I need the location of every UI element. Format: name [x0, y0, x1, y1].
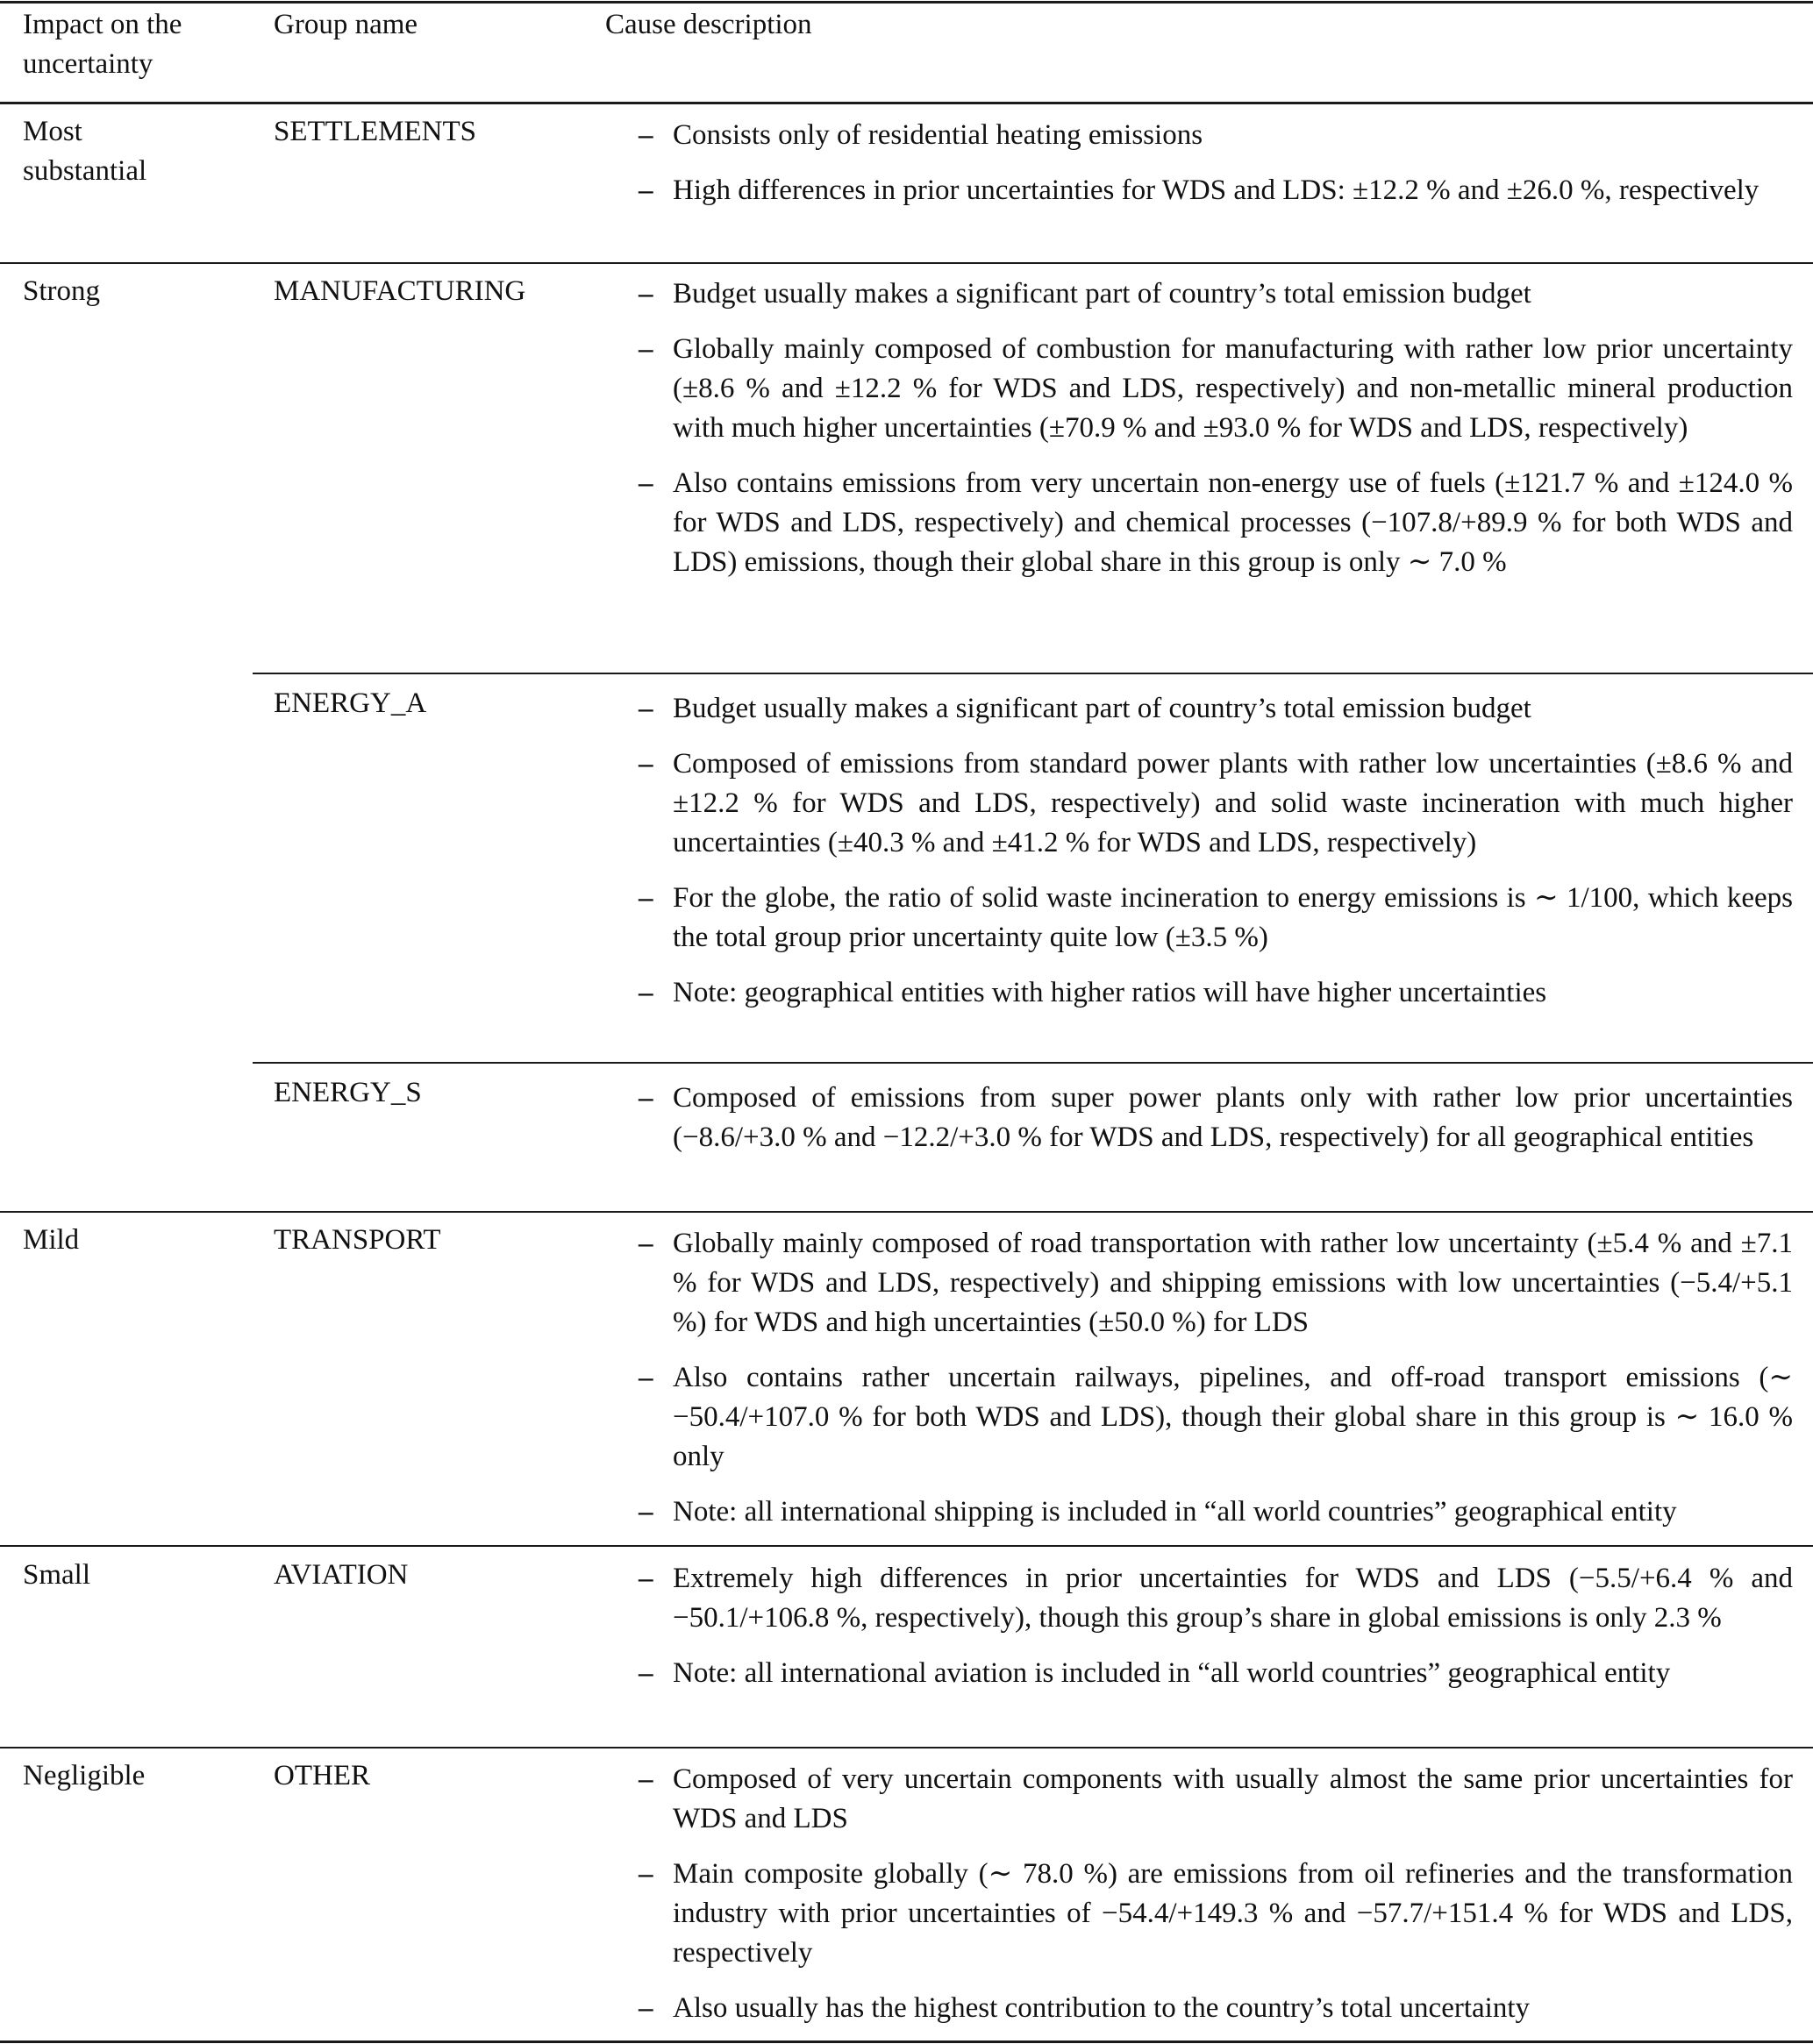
cause-list-energy-s: [600, 1079, 1793, 1173]
group-other: OTHER: [274, 1760, 370, 1791]
group-energy-a: ENERGY_A: [274, 687, 427, 719]
bullet-dash-icon: –: [639, 977, 653, 1008]
row-divider: [0, 1747, 1813, 1748]
bullet-dash-icon: –: [639, 748, 653, 780]
cause-item: – For the globe, the ratio of solid waste incineration to energy emissions is ∼ 1/100, which keeps the total group prior uncertainty quite low (±3.5 %): [600, 879, 1793, 958]
cause-list-manufacturing: [600, 274, 1793, 598]
bullet-dash-icon: –: [639, 333, 653, 365]
bullet-dash-icon: –: [639, 119, 653, 151]
group-aviation: AVIATION: [274, 1559, 409, 1591]
cause-item: – Note: all international shipping is included in “all world countries” geographical entity: [600, 1492, 1793, 1532]
cause-item: – Composed of very uncertain components with usually almost the same prior uncertainties for WDS and LDS: [600, 1760, 1793, 1839]
group-transport: TRANSPORT: [274, 1224, 441, 1256]
bullet-dash-icon: –: [639, 278, 653, 310]
bullet-dash-icon: –: [639, 1082, 653, 1114]
row-divider: [0, 1211, 1813, 1213]
cause-item: – Main composite globally (∼ 78.0 %) are emissions from oil refineries and the transformation industry with prior uncertainties of −54.4/+149.3 % and −57.7/+151.4 % for WDS and LDS, respectively: [600, 1855, 1793, 1973]
bullet-dash-icon: –: [639, 1228, 653, 1259]
cause-item: – Globally mainly composed of road transportation with rather low uncertainty (±5.4 % and ±7.1 % for WDS and LDS, respectively) and shipping emissions with low uncertainties (−5.4/+5.1 %) for WDS and high uncertainties (±50.0 %) for LDS: [600, 1224, 1793, 1342]
cause-list-energy-a: [600, 689, 1793, 1029]
cause-item: – Globally mainly composed of combustion for manufacturing with rather low prior uncertainty (±8.6 % and ±12.2 % for WDS and LDS, respectively) and non-metallic mineral production with much higher uncertainties (±70.9 % and ±93.0 % for WDS and LDS, respectively): [600, 330, 1793, 448]
subgroup-divider: [253, 1062, 1813, 1064]
impact-strong: Strong: [23, 275, 101, 307]
cause-item: – Extremely high differences in prior uncertainties for WDS and LDS (−5.5/+6.4 % and −50.1/+106.8 %, respectively), though this group’s share in global emissions is only 2.3 %: [600, 1559, 1793, 1638]
bullet-dash-icon: –: [639, 1496, 653, 1528]
bullet-dash-icon: –: [639, 1992, 653, 2024]
cause-item: – Composed of emissions from standard power plants with rather low uncertainties (±8.6 % and ±12.2 % for WDS and LDS, respectively) and solid waste incineration with much higher uncertainties (±40.3 % and ±41.2 % for WDS and LDS, respectively): [600, 744, 1793, 863]
impact-small: Small: [23, 1559, 91, 1591]
impact-mild: Mild: [23, 1224, 80, 1256]
cause-list-settlements: [600, 116, 1793, 226]
header-group-name: Group name: [274, 9, 418, 40]
bullet-dash-icon: –: [639, 174, 653, 206]
table-top-rule: [0, 1, 1813, 4]
bullet-dash-icon: –: [639, 1763, 653, 1795]
bullet-dash-icon: –: [639, 1362, 653, 1393]
row-divider: [0, 262, 1813, 264]
cause-list-aviation: [600, 1559, 1793, 1709]
cause-item: – Budget usually makes a significant part of country’s total emission budget: [600, 689, 1793, 729]
cause-item: – Budget usually makes a significant part of country’s total emission budget: [600, 274, 1793, 314]
cause-item: – Also usually has the highest contribution to the country’s total uncertainty: [600, 1989, 1793, 2028]
impact-most-substantial: Most substantial: [23, 116, 147, 187]
bullet-dash-icon: –: [639, 882, 653, 914]
bullet-dash-icon: –: [639, 467, 653, 499]
cause-item: – Composed of emissions from super power plants only with rather low prior uncertainties (−8.6/+3.0 % and −12.2/+3.0 % for WDS and LDS, respectively) for all geographical entities: [600, 1079, 1793, 1157]
impact-negligible: Negligible: [23, 1760, 146, 1791]
group-manufacturing: MANUFACTURING: [274, 275, 526, 307]
bullet-dash-icon: –: [639, 693, 653, 724]
header-cause-description: Cause description: [605, 9, 812, 40]
cause-item: – Also contains rather uncertain railways, pipelines, and off-road transport emissions (∼ −50.4/+107.0 % for both WDS and LDS), though their global share in this group is ∼ 16.0 % only: [600, 1358, 1793, 1477]
cause-item: – High differences in prior uncertainties for WDS and LDS: ±12.2 % and ±26.0 %, respectively: [600, 171, 1793, 210]
bullet-dash-icon: –: [639, 1657, 653, 1689]
group-energy-s: ENERGY_S: [274, 1077, 422, 1108]
cause-list-transport: [600, 1224, 1793, 1548]
group-settlements: SETTLEMENTS: [274, 116, 476, 147]
cause-list-other: [600, 1760, 1793, 2044]
cause-item: – Note: geographical entities with higher ratios will have higher uncertainties: [600, 973, 1793, 1013]
bullet-dash-icon: –: [639, 1858, 653, 1890]
header-impact: Impact on the uncertainty: [23, 9, 182, 80]
cause-item: – Also contains emissions from very uncertain non-energy use of fuels (±121.7 % and ±124.0 % for WDS and LDS, respectively) and chemical processes (−107.8/+89.9 % for both WDS and LDS) emissions, though their global share in this group is only ∼ 7.0 %: [600, 464, 1793, 582]
bullet-dash-icon: –: [639, 1563, 653, 1594]
cause-item: – Consists only of residential heating emissions: [600, 116, 1793, 155]
cause-item: – Note: all international aviation is included in “all world countries” geographical entity: [600, 1654, 1793, 1693]
header-bottom-rule: [0, 102, 1813, 104]
subgroup-divider: [253, 673, 1813, 674]
